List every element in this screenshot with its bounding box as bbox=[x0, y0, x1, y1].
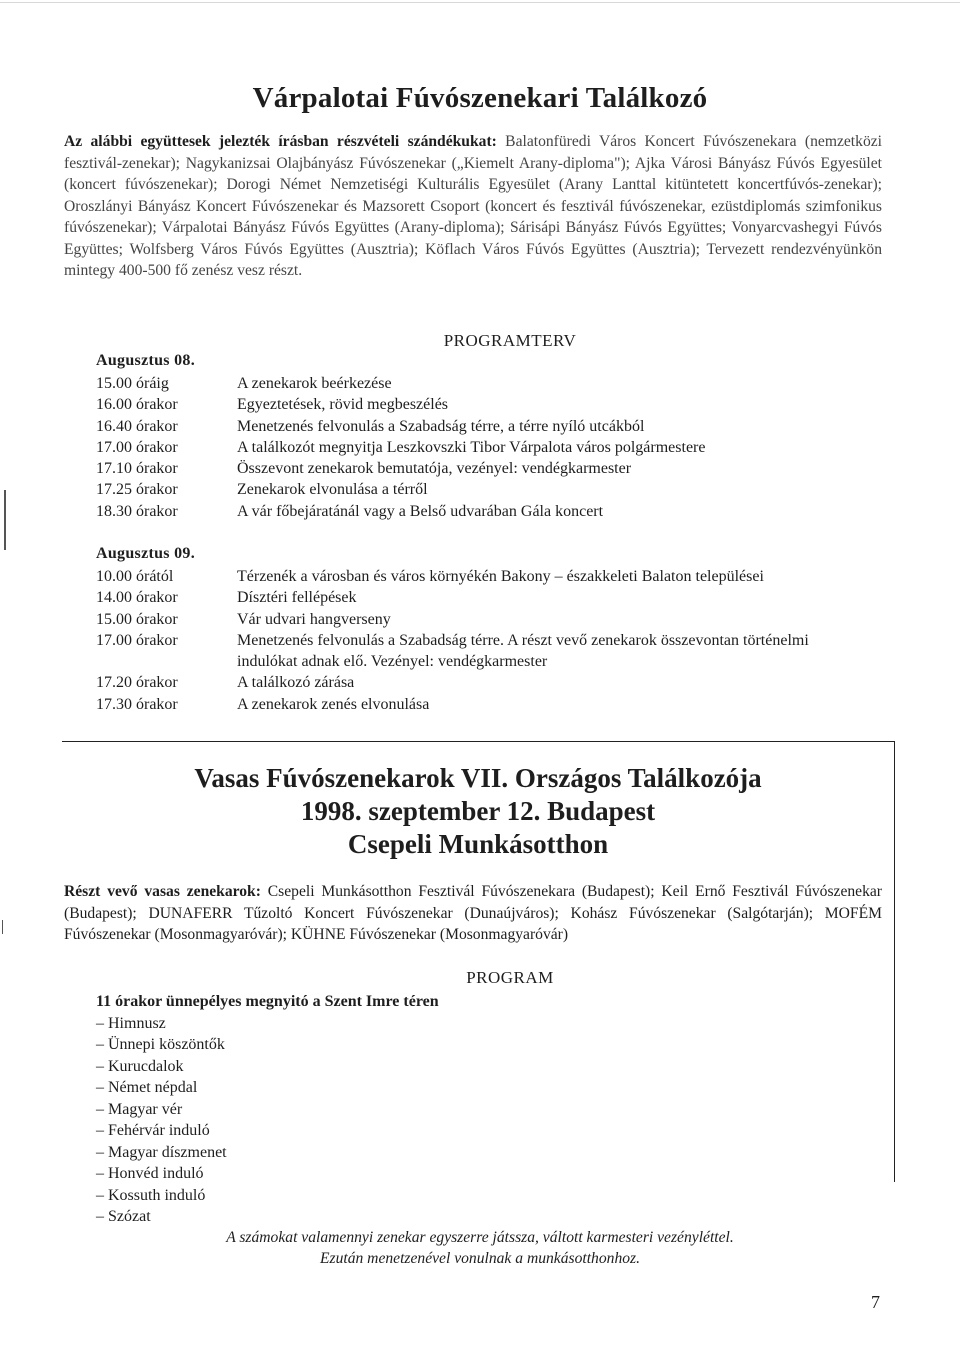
margin-mark bbox=[4, 490, 6, 550]
note-line1: A számokat valamennyi zenekar egyszerre játssza, váltott karmesteri vezényléttel. bbox=[226, 1229, 734, 1246]
program-list bbox=[96, 991, 439, 1228]
note-line2: Ezután menetzenével vonulnak a munkásotthonhoz. bbox=[319, 1250, 641, 1267]
program-heading: PROGRAM bbox=[466, 968, 554, 987]
schedule-description: A vár főbejáratánál vagy a Belső udvarában Gála koncert bbox=[237, 502, 604, 520]
schedule-row bbox=[96, 630, 876, 673]
schedule-time: 17.20 órakor bbox=[96, 674, 178, 692]
schedule-row bbox=[96, 694, 876, 715]
program-item: – Magyar díszmenet bbox=[96, 1143, 227, 1161]
vasas-participants bbox=[64, 881, 882, 946]
schedule-description: Dísztéri fellépések bbox=[237, 589, 357, 607]
schedule-description: A találkozót megnyitja Leszkovszki Tibor Várpalota város polgármestere bbox=[237, 438, 706, 456]
program-item: – Fehérvár induló bbox=[96, 1122, 210, 1139]
intro-text: Balatonfüredi Város Koncert Fúvószenekara (nemzetközi fesztivál-zenekar); Nagykanizsai Olajbányász Fúvószenekar („Kiemelt Arany-diploma"); Ajka Városi Bányász Fúvós Egyesület (koncert fúvószenekar); Dorogi Német Nemzetiségi Kulturális Egyesület (Arany Lanttal kitüntetett koncertfúvós-zenekar); Oroszlányi Bányász Koncert Fúvószenekar és Mazsorett Csoport (koncert és fesztivál fúvószenekar, ezüstdiplomás szimfonikus fúvószenekar); Várpalotai Bányász Fúvós Együttes (Arany-diploma); Sárisápi Bányász Fúvós Együttes; Vonyarcvashegyi Fúvós Együttes; Wolfsberg Város Fúvós Együttes (Ausztria); Köflach Város Fúvós Együttes (Ausztria); Tervezett rendezvényünkön mintegy 400-500 fő zenész vesz részt. bbox=[64, 133, 882, 279]
schedule-row bbox=[96, 416, 876, 437]
schedule-time: 17.10 órakor bbox=[96, 460, 178, 478]
page-title: Várpalotai Fúvószenekari Találkozó bbox=[252, 82, 708, 114]
schedule-row bbox=[96, 672, 876, 693]
vasas-title-line3: Csepeli Munkásotthon bbox=[347, 829, 609, 859]
programterv-heading: PROGRAMTERV bbox=[443, 331, 577, 350]
schedule-time: 14.00 órakor bbox=[96, 589, 178, 607]
schedule-row bbox=[96, 437, 876, 458]
schedule-description: Vár udvari hangverseny bbox=[237, 610, 391, 628]
page-number: 7 bbox=[871, 1292, 880, 1312]
participants-lead: Részt vevő vasas zenekarok: bbox=[64, 883, 261, 900]
schedule-description: Összevont zenekarok bemutatója, vezényel: vendégkarmester bbox=[237, 460, 632, 478]
schedule-description: Térzenék a városban és város környékén Bakony – északkeleti Balaton települései bbox=[237, 568, 764, 585]
schedule-row bbox=[96, 458, 876, 479]
day2-schedule bbox=[96, 566, 876, 715]
day1-label: Augusztus 08. bbox=[96, 352, 196, 369]
program-item: – Honvéd induló bbox=[96, 1165, 204, 1182]
day1-schedule bbox=[96, 373, 876, 522]
program-item: – Kossuth induló bbox=[96, 1186, 206, 1204]
schedule-time: 16.00 órakor bbox=[96, 396, 178, 414]
schedule-time: 18.30 órakor bbox=[96, 502, 178, 520]
top-rule bbox=[0, 2, 960, 3]
program-item: – Himnusz bbox=[96, 1014, 166, 1032]
schedule-row bbox=[96, 394, 876, 415]
schedule-time: 17.30 órakor bbox=[96, 695, 178, 713]
schedule-row bbox=[96, 479, 876, 500]
schedule-description: A találkozó zárása bbox=[237, 674, 355, 692]
schedule-row bbox=[96, 609, 876, 630]
schedule-row bbox=[96, 373, 876, 394]
intro-lead: Az alábbi együttesek jelezték írásban részvételi szándékukat: bbox=[64, 133, 497, 150]
schedule-row bbox=[96, 566, 876, 587]
margin-mark bbox=[2, 920, 3, 934]
schedule-time: 17.00 órakor bbox=[96, 631, 178, 649]
program-item: – Ünnepi köszöntők bbox=[96, 1036, 225, 1053]
schedule-description: Menetzenés felvonulás a Szabadság térre. A részt vevő zenekarok összevontan történelmi indulókat adnak elő. Vezényel: vendégkarmester bbox=[237, 631, 809, 671]
schedule-description: A zenekarok zenés elvonulása bbox=[237, 695, 430, 713]
program-item: – Magyar vér bbox=[96, 1100, 183, 1118]
schedule-time: 17.25 órakor bbox=[96, 481, 178, 499]
program-item: – Német népdal bbox=[96, 1079, 198, 1096]
schedule-time: 10.00 órától bbox=[96, 568, 174, 585]
schedule-description: Zenekarok elvonulása a térről bbox=[237, 481, 428, 499]
schedule-time: 15.00 órakor bbox=[96, 610, 178, 628]
intro-paragraph bbox=[64, 131, 882, 282]
vasas-title-line1: Vasas Fúvószenekarok VII. Országos Találkozója bbox=[194, 763, 762, 793]
program-item: – Kurucdalok bbox=[96, 1057, 184, 1075]
program-item: – Szózat bbox=[96, 1208, 151, 1225]
schedule-description: Menetzenés felvonulás a Szabadság térre, a térre nyíló utcákból bbox=[237, 417, 645, 435]
schedule-row bbox=[96, 587, 876, 608]
schedule-row bbox=[96, 501, 876, 522]
schedule-time: 16.40 órakor bbox=[96, 417, 178, 435]
vasas-title-line2: 1998. szeptember 12. Budapest bbox=[300, 796, 656, 826]
closing-note bbox=[120, 1227, 840, 1269]
schedule-time: 17.00 órakor bbox=[96, 438, 178, 456]
schedule-description: A zenekarok beérkezése bbox=[237, 375, 392, 392]
day2-label: Augusztus 09. bbox=[96, 545, 196, 562]
schedule-time: 15.00 óráig bbox=[96, 375, 169, 392]
schedule-description: Egyeztetések, rövid megbeszélés bbox=[237, 396, 449, 414]
program-lead: 11 órakor ünnepélyes megnyitó a Szent Imre téren bbox=[96, 993, 439, 1010]
participants-text: Csepeli Munkásotthon Fesztivál Fúvószenekara (Budapest); Keil Ernő Fesztivál Fúvószenekar (Budapest); DUNAFERR Tűzoltó Koncert Fúvószenekar (Dunaújváros); Kohász Fúvószenekar (Salgótarján); MOFÉM Fúvószenekar (Mosonmagyaróvár); KÜHNE Fúvószenekar (Mosonmagyaróvár) bbox=[64, 883, 882, 943]
